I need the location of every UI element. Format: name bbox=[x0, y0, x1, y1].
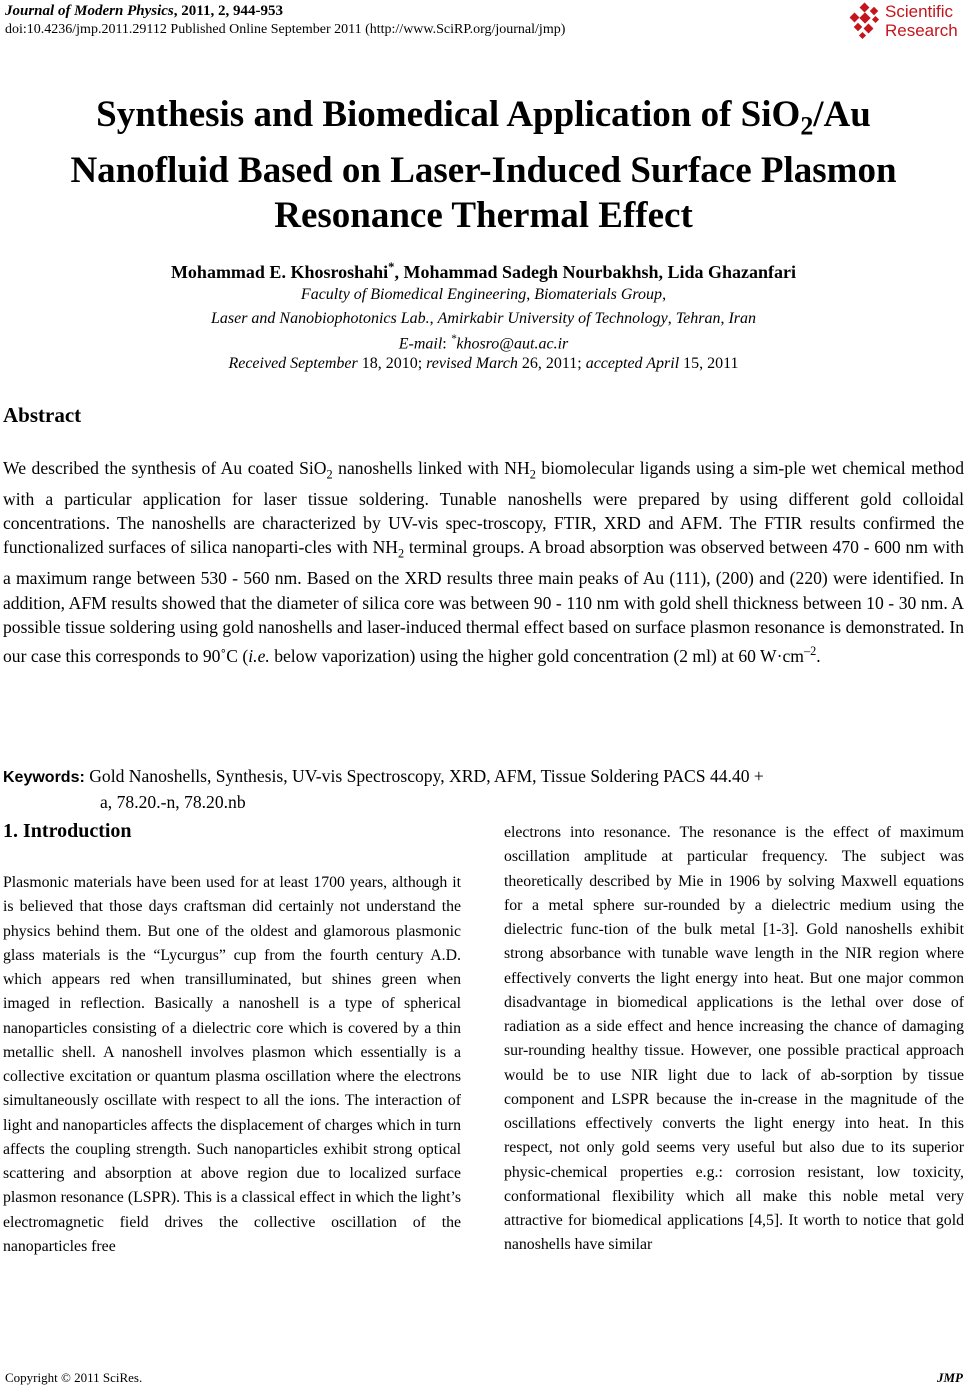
title-line-1: Synthesis and Biomedical Application of SiO$_2$/Au bbox=[96, 94, 871, 141]
title-line-3: Resonance Thermal Effect bbox=[274, 195, 693, 237]
logo-line-2: Research bbox=[885, 21, 958, 40]
journal-volume: , 2011, 2, 944-953 bbox=[173, 3, 283, 19]
section-heading-introduction: 1. Introduction bbox=[3, 820, 132, 842]
affiliation-line-2: Laser and Nanobiophotonics Lab., Amirkabir University of Technology, Tehran, Iran bbox=[210, 310, 757, 327]
keywords-line-1: Gold Nanoshells, Synthesis, UV-vis Spectroscopy, XRD, AFM, Tissue Soldering PACS 44.40 + bbox=[84, 766, 764, 786]
abstract-body: We described the synthesis of Au coated SiO$_2$ nanoshells linked with $NH_2$ biomolecular ligands using a sim-ple wet chemical method with a particular application for laser tissue soldering. Tunable nanoshells were prepared by using different gold colloidal concentrations. The nanoshells are characterized by UV-vis spec-troscopy, FTIR, XRD and AFM. The FTIR results confirmed the functionalized surfaces of silica nanoparti-cles with $NH_2$ terminal groups. A broad absorption was observed between 470 - 600 nm with a maximum range between 530 - 560 nm. Based on the XRD results three main peaks of Au (111), (200) and (220) were identified. In addition, AFM results showed that the diameter of silica core was between 90 - 110 nm with gold shell thickness between 10 - 30 nm. A possible tissue soldering using gold nanoshells and laser-induced thermal effect based on surface plasmon resonance is demonstrated. In our case this corresponds to 90˚C (i.e. below vaporization) using the higher gold concentration (2 ml) at 60 $W\cdot cm^{-2}$. bbox=[3, 458, 964, 666]
email-line: E-mail: *khosro@aut.ac.ir bbox=[398, 333, 569, 353]
doi-line: doi:10.4236/jmp.2011.29112 Published Online September 2011 (http://www.SciRP.org/journal/jmp) bbox=[5, 22, 566, 37]
keywords-label: Keywords: bbox=[3, 769, 85, 786]
logo-line-1: Scientific bbox=[885, 2, 954, 21]
author-list: Mohammad E. Khosroshahi*, Mohammad Sadegh Nourbakhsh, Lida Ghazanfari bbox=[170, 260, 797, 282]
footer-copyright: Copyright © 2011 SciRes. bbox=[5, 1370, 143, 1385]
journal-citation bbox=[5, 3, 283, 20]
affiliation-line-1: Faculty of Biomedical Engineering, Biomaterials Group, bbox=[300, 286, 667, 303]
paper-title bbox=[0, 92, 967, 238]
journal-name: Journal of Modern Physics bbox=[5, 3, 174, 19]
email-link[interactable]: khosro@aut.ac.ir bbox=[456, 335, 569, 353]
keywords-line-2: a, 78.20.-n, 78.20.nb bbox=[100, 792, 246, 812]
logo-diamonds-icon bbox=[847, 2, 887, 42]
received-line: Received September 18, 2010; revised March 26, 2011; accepted April 15, 2011 bbox=[228, 355, 739, 372]
intro-right-column: electrons into resonance. The resonance is the effect of maximum oscillation amplitude at particular frequency. The subject was theoretically described by Mie in 1906 by solving Maxwell equations for a metal sphere sur-rounded by a dielectric medium using the dielectric func-tion of the bulk metal [1-3]. Gold nanoshells exhibit strong absorbance with tunable wave length in the NIR region where effectively converts the light energy into heat. But one major common disadvantage in biomedical applications is the lethal over dose of radiation as a side effect and hence increasing the chance of damaging sur-rounding healthy tissue. However, one possible practical approach would be to use NIR light due to lack of ab-sorption by tissue component and LSPR because the in-crease in the magnitude of the oscillations effectively converts the light energy into heat. In this respect, not only gold seems very useful but also due to its superior physic-chemical properties e.g.: corrosion resistant, low toxicity, conformational flexibility which all make this noble metal very attractive for biomedical applications [4,5]. It worth to notice that gold nanoshells have similar bbox=[504, 824, 964, 1254]
title-line-2: Nanofluid Based on Laser-Induced Surface Plasmon bbox=[70, 150, 897, 192]
footer-journal-abbr: JMP bbox=[937, 1370, 963, 1385]
logo-text bbox=[885, 2, 958, 40]
keywords-block bbox=[3, 764, 964, 814]
publisher-logo bbox=[847, 2, 963, 42]
abstract-heading: Abstract bbox=[3, 403, 82, 427]
intro-left-column: Plasmonic materials have been used for at least 1700 years, although it is believed that those days craftsman did certainly not understand the physics behind them. But one of the oldest and glamorous plasmonic glass materials is the “Lycurgus” cup from the fourth century A.D. which appears red when transilluminated, but shines green when imaged in reflection. Basically a nanoshell is a type of spherical nanoparticles consisting of a dielectric core which is covered by a thin metallic shell. A nanoshell involves plasmon which essentially is a collective excitation or quantum plasma oscillation where the electrons simultaneously oscillate with respect to all the ions. The interaction of light and nanoparticles affects the displacement of charges which in turn affects the coupling strength. Such nanoparticles exhibit strong optical scattering and absorption at above region due to localized surface plasmon resonance (LSPR). This is a classical effect in which the light’s electromagnetic field drives the collective oscillation of the nanoparticles free bbox=[3, 874, 461, 1255]
